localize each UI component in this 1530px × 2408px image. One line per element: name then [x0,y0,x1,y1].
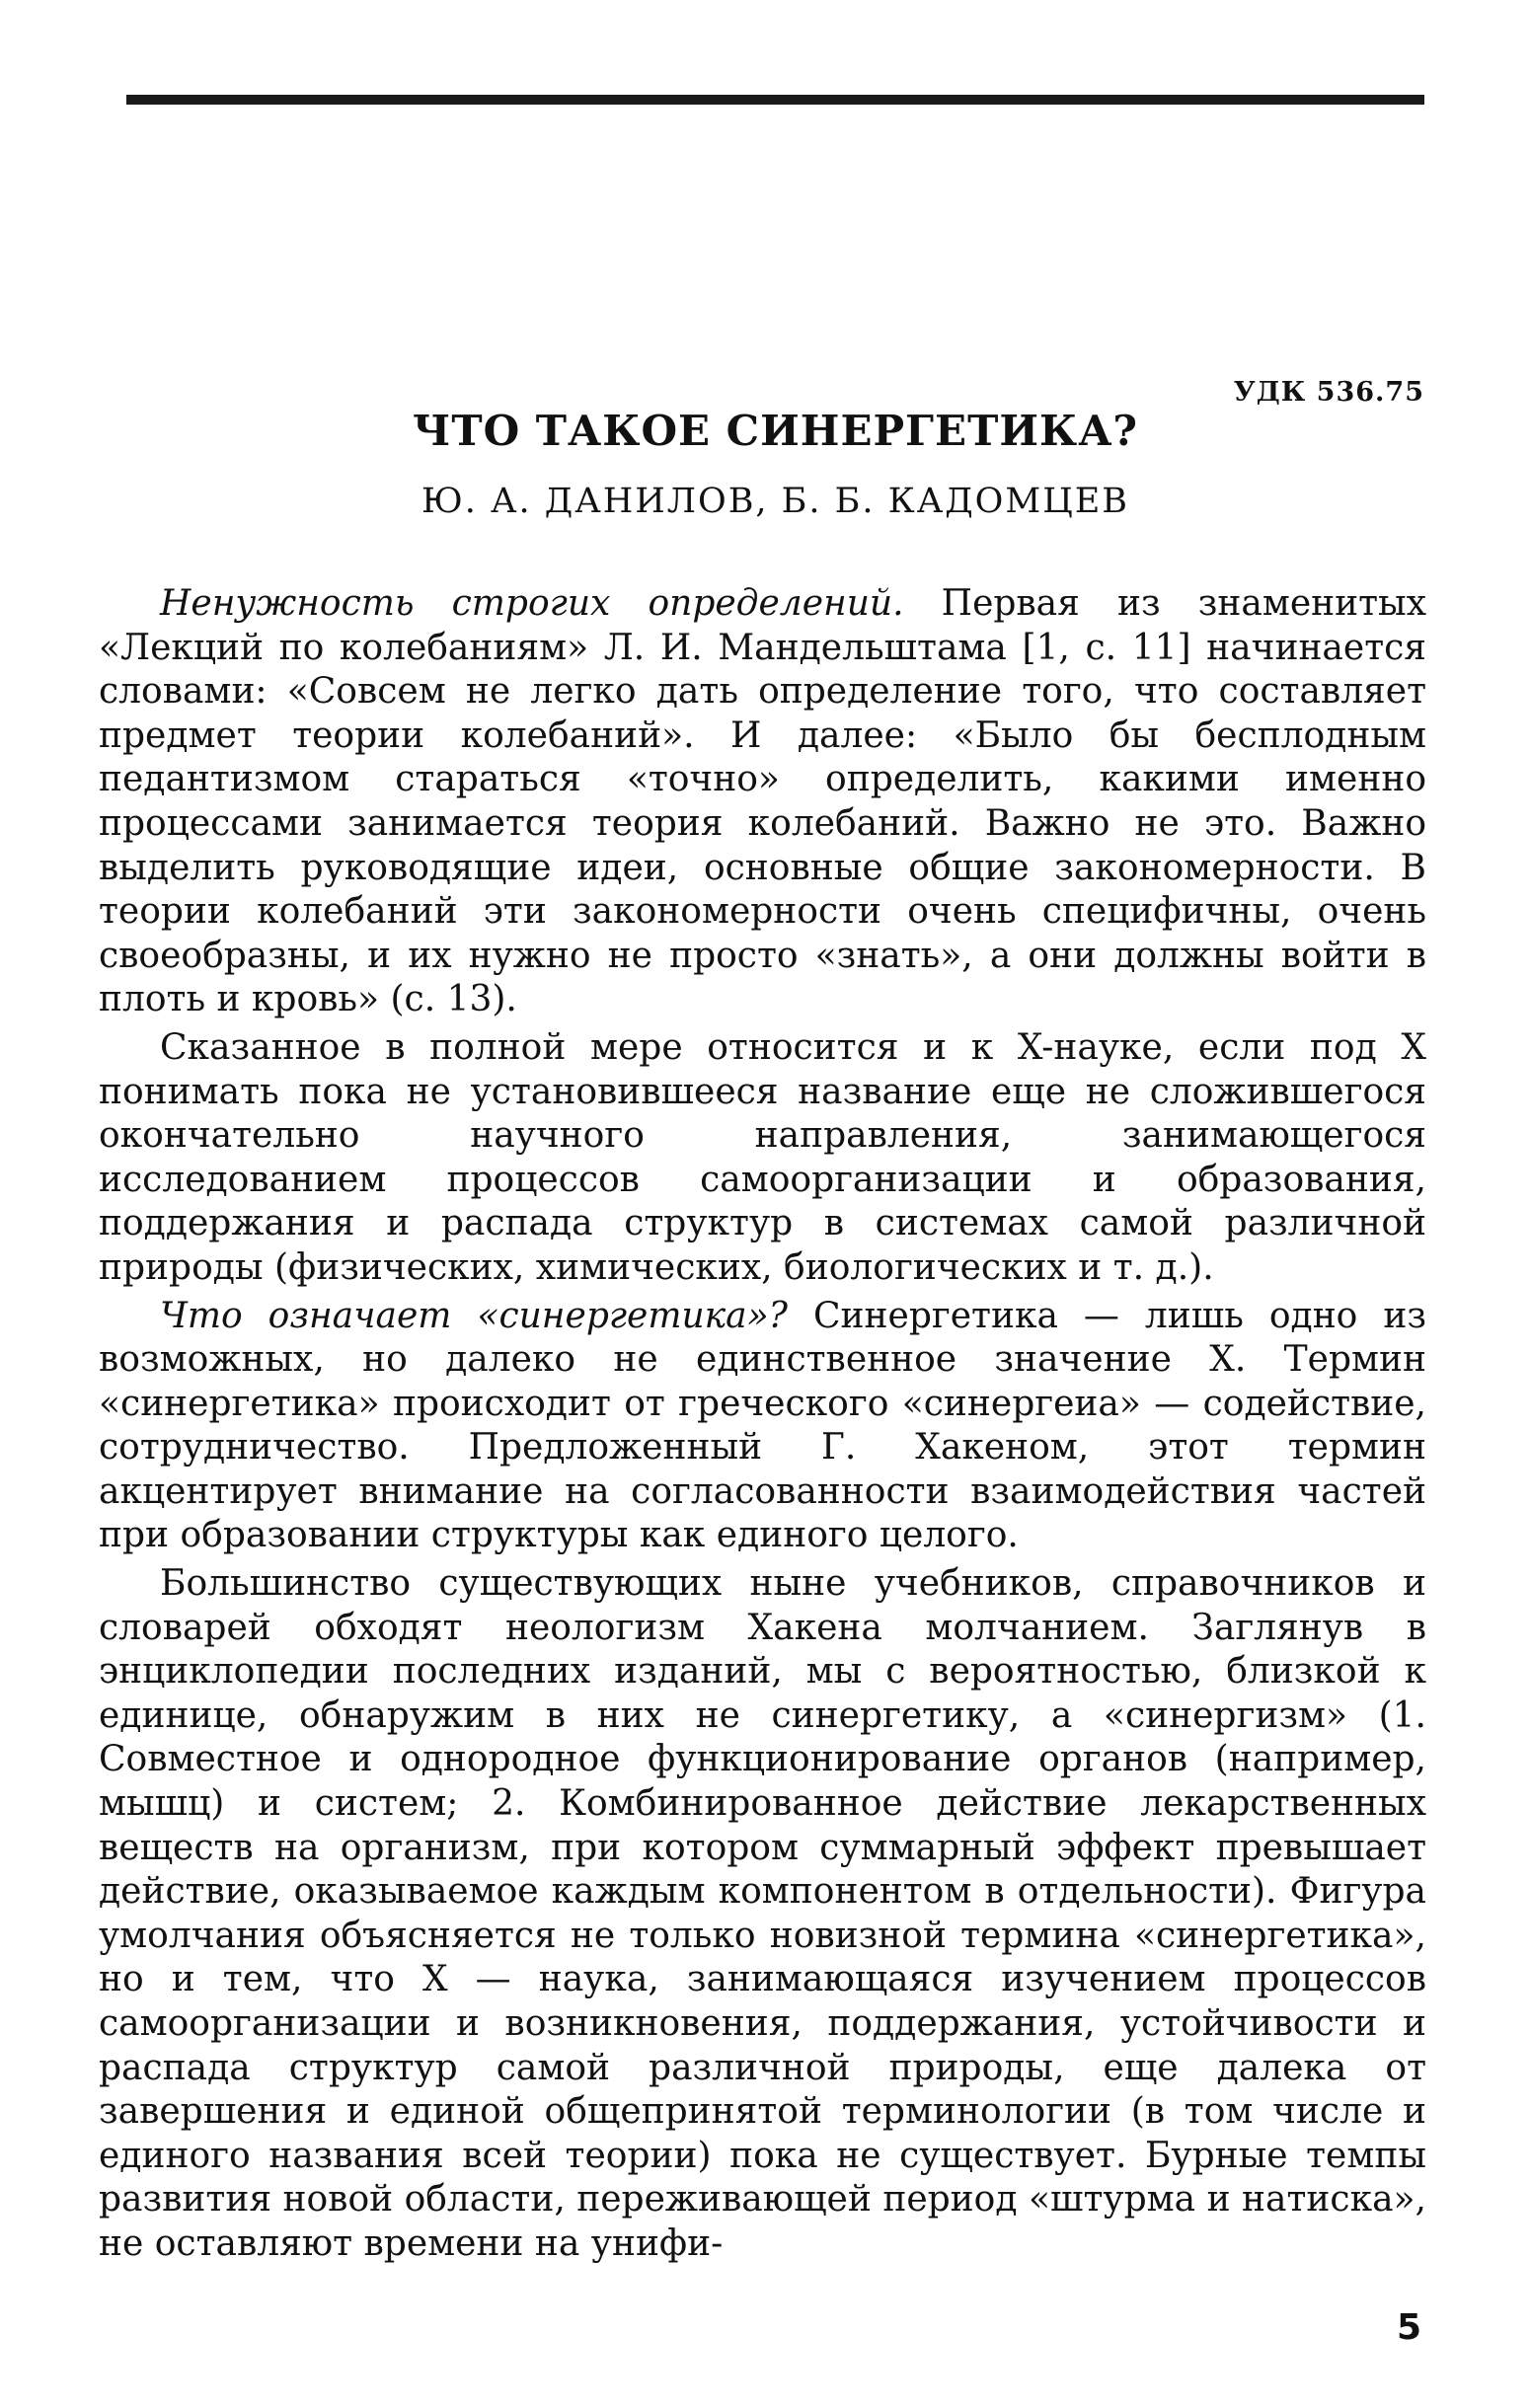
page-number: 5 [1396,2307,1421,2348]
paragraph-text: Синергетика — лишь одно из возможных, но далеко не единственное значение X. Термин «синергетика» происходит от греческого «синергеиа» — содействие, сотрудничество. Предложенный Г. Хакеном, этот термин акцентирует внимание на согласованности взаимодействия частей при образовании структуры как единого целого. [99,1295,1426,1556]
paragraph-3 [99,1295,1426,1559]
paragraph-4 [99,1562,1426,2267]
paragraph-2 [99,1026,1426,1291]
section-heading: Что означает «синергетика»? [160,1295,788,1336]
section-heading: Ненужность строгих определений. [160,583,904,624]
top-rule [126,95,1424,105]
udc-code: УДК 536.75 [1233,377,1424,408]
article-title: ЧТО ТАКОЕ СИНЕРГЕТИКА? [412,407,1139,455]
article-authors: Ю. А. ДАНИЛОВ, Б. Б. КАДОМЦЕВ [421,482,1129,521]
paragraph-text: Первая из знаменитых «Лекций по колебаниям» Л. И. Мандельштама [1, с. 11] начинается словами: «Совсем не легко дать определение того, что составляет предмет теории колебаний». И далее: «Было бы бесплодным педантизмом стараться «точно» определить, какими именно процессами занимается теория колебаний. Важно не это. Важно выделить руководящие идеи, основные общие закономерности. В теории колебаний эти закономерности очень специфичны, очень своеобразны, и их нужно не просто «знать», а они должны войти в плоть и кровь» (с. 13). [99,583,1427,1020]
paragraph-1 [99,582,1426,1022]
article-body [99,582,1426,2267]
paragraph-text: Сказанное в полной мере относится и к X-науке, если под X понимать пока не установившееся название еще не сложившегося окончательно научного направления, занимающегося исследованием процессов самоорганизации и образования, поддержания и распада структур в системах самой различной природы (физических, химических, биологических и т. д.). [99,1026,1426,1288]
paragraph-text: Большинство существующих ныне учебников, справочников и словарей обходят неологизм Хакена молчанием. Заглянув в энциклопедии последних изданий, мы с вероятностью, близкой к единице, обнаружим в них не синергетику, а «синергизм» (1. Совместное и однородное функционирование органов (например, мышц) и систем; 2. Комбинированное действие лекарственных веществ на организм, при котором суммарный эффект превышает действие, оказываемое каждым компонентом в отдельности). Фигура умолчания объясняется не только новизной термина «синергетика», но и тем, что X — наука, занимающаяся изучением процессов самоорганизации и возникновения, поддержания, устойчивости и распада структур самой различной природы, еще далека от завершения и единой общепринятой терминологии (в том числе и единого названия всей теории) пока не существует. Бурные темпы развития новой области, переживающей период «штурма и натиска», не оставляют времени на унифи- [99,1563,1426,2264]
